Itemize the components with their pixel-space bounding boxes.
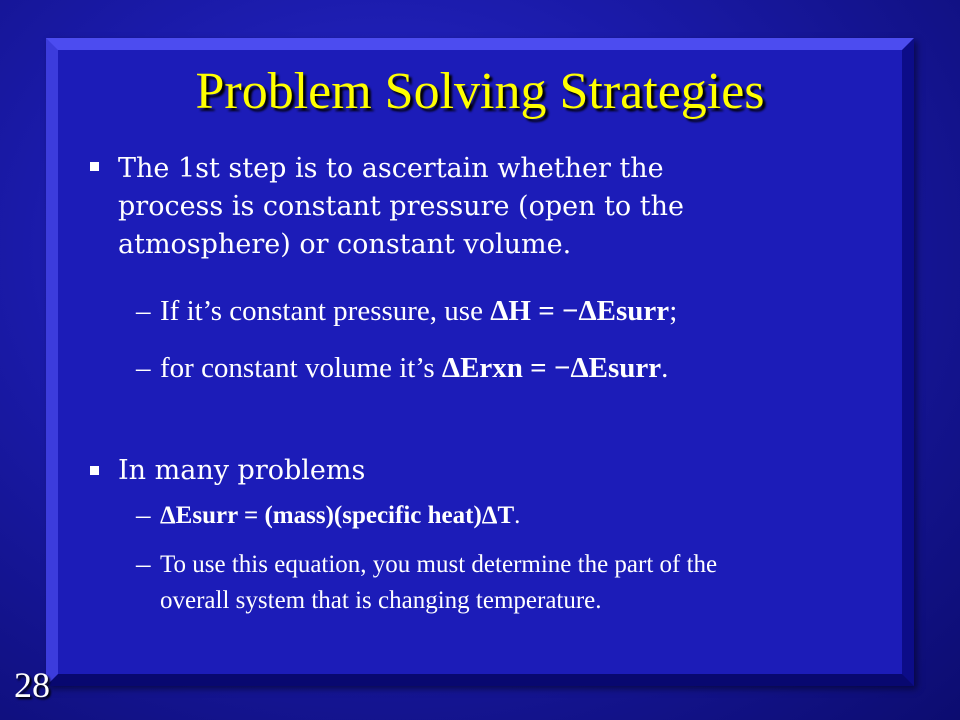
sub-bullet-dash: – xyxy=(136,295,151,327)
sub-bullet-1-2-punct: . xyxy=(661,352,669,384)
sub-bullet-1-1-formula: ΔH = −ΔEsurr xyxy=(490,295,670,327)
sub-bullet-1-1-punct: ; xyxy=(669,295,678,327)
sub-bullet-dash: – xyxy=(136,499,151,531)
bullet-2-text xyxy=(118,452,365,490)
bullet-1-line-3: atmosphere) or constant volume. xyxy=(118,229,572,260)
bullet-1-line-2: process is constant pressure (open to the xyxy=(118,191,684,222)
bullet-square-icon xyxy=(90,162,99,171)
sub-bullet-1-2-formula: ΔErxn = −ΔEsurr xyxy=(441,352,662,384)
sub-bullet-2-1 xyxy=(160,498,520,534)
sub-bullet-2-2-line-1: To use this equation, you must determine the part of the xyxy=(160,551,718,578)
bullet-2-line-1: In many problems xyxy=(118,455,366,486)
bullet-1-line-1: The 1st step is to ascertain whether the xyxy=(118,153,664,184)
sub-bullet-2-1-punct: . xyxy=(514,502,521,529)
sub-bullet-1-1-text: If it’s constant pressure, use xyxy=(160,295,491,327)
sub-bullet-dash: – xyxy=(136,352,151,384)
sub-bullet-1-1 xyxy=(160,292,677,330)
bullet-1-text xyxy=(118,150,684,264)
sub-bullet-1-2-text: for constant volume it’s xyxy=(160,352,442,384)
sub-bullet-dash: – xyxy=(136,548,151,580)
sub-bullet-1-2 xyxy=(160,349,668,387)
slide-number: 28 xyxy=(14,665,50,705)
sub-bullet-2-2 xyxy=(160,547,717,619)
slide-title: Problem Solving Strategies xyxy=(195,63,765,120)
sub-bullet-2-1-formula: ΔEsurr = (mass)(specific heat)ΔT xyxy=(160,502,515,529)
sub-bullet-2-2-line-2: overall system that is changing temperature. xyxy=(160,587,602,614)
bullet-square-icon xyxy=(90,466,99,475)
